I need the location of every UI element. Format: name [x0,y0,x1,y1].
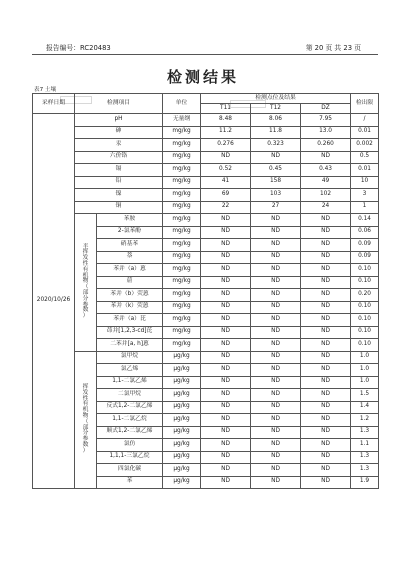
result-t12: 11.8 [251,126,301,139]
item-name: 苯并（b）荧蒽 [97,289,163,302]
result-dz: ND [301,351,351,364]
result-t11: ND [201,276,251,289]
result-t12: 0.323 [251,139,301,152]
result-dz: ND [301,326,351,339]
detection-limit: 1.2 [351,414,379,427]
item-name: 1,1-二氯乙烯 [97,376,163,389]
item-name: 1,1,1-三氯乙烷 [97,451,163,464]
item-name: 镍 [75,189,163,202]
unit-cell: μg/kg [163,401,201,414]
group-label-char: 参 [82,436,89,443]
col-point-t11: T11 [201,104,251,114]
item-name: 砷 [75,126,163,139]
table-row [33,176,379,189]
result-dz: ND [301,214,351,227]
result-dz: ND [301,364,351,377]
detection-limit: 0.5 [351,151,379,164]
result-t11: 11.2 [201,126,251,139]
group-label-char: 半 [82,243,89,250]
unit-cell: mg/kg [163,139,201,152]
result-dz: 24 [301,201,351,214]
group-label [75,214,97,352]
result-dz: ND [301,451,351,464]
result-dz: ND [301,301,351,314]
item-name: 茚并[1,2,3-cd]芘 [97,326,163,339]
result-dz: 0.43 [301,164,351,177]
unit-cell: mg/kg [163,264,201,277]
group-label-char: 部 [82,289,89,296]
detection-limit: 0.14 [351,214,379,227]
result-t11: ND [201,364,251,377]
results-table [32,93,379,489]
group-label-char: 分 [82,430,89,437]
result-t11: ND [201,389,251,402]
group-label-char: 部 [82,424,89,431]
result-dz: 49 [301,176,351,189]
unit-cell: μg/kg [163,364,201,377]
result-t12: ND [251,239,301,252]
item-name: 六价铬 [75,151,163,164]
result-t11: ND [201,226,251,239]
group-label-char: 参 [82,301,89,308]
group-label-char: （ [82,418,89,425]
result-t12: 27 [251,201,301,214]
result-dz: ND [301,439,351,452]
detection-limit: 0.09 [351,251,379,264]
group-label-char: 数 [82,441,89,448]
unit-cell: μg/kg [163,451,201,464]
result-t11: ND [201,326,251,339]
result-t11: ND [201,151,251,164]
result-dz: ND [301,464,351,477]
result-t12: ND [251,376,301,389]
unit-cell: mg/kg [163,251,201,264]
result-t11: ND [201,214,251,227]
result-t12: ND [251,451,301,464]
group-label-char: 发 [82,255,89,262]
detection-limit: 0.01 [351,126,379,139]
item-name: pH [75,114,163,127]
item-name: 二氯甲烷 [97,389,163,402]
result-dz: ND [301,426,351,439]
table-row [33,189,379,202]
group-label-char: 挥 [82,383,89,390]
unit-cell: μg/kg [163,476,201,489]
unit-cell: μg/kg [163,376,201,389]
result-t12: ND [251,276,301,289]
result-dz: ND [301,389,351,402]
result-t12: ND [251,326,301,339]
col-point-t12: T12 [251,104,301,114]
detection-limit: 1.4 [351,401,379,414]
unit-cell: mg/kg [163,226,201,239]
unit-cell: μg/kg [163,389,201,402]
table-row [33,139,379,152]
result-dz: ND [301,339,351,352]
result-dz: ND [301,414,351,427]
group-label-char: 发 [82,389,89,396]
unit-cell: mg/kg [163,214,201,227]
document-title: 检测结果 [166,68,239,86]
unit-cell: μg/kg [163,414,201,427]
group-label-char: 物 [82,412,89,419]
table-row [33,351,379,364]
sample-date-cell: 2020/10/26 [33,114,75,489]
unit-cell: mg/kg [163,289,201,302]
detection-limit: 0.10 [351,301,379,314]
item-name: 反式1,2-二氯乙烯 [97,401,163,414]
unit-cell: μg/kg [163,439,201,452]
result-t12: ND [251,339,301,352]
group-label-char: 性 [82,260,89,267]
item-name: 镉 [75,164,163,177]
table-row [33,114,379,127]
result-t11: ND [201,426,251,439]
result-t11: 22 [201,201,251,214]
result-t11: ND [201,251,251,264]
result-t12: ND [251,401,301,414]
result-t12: ND [251,414,301,427]
result-t12: ND [251,364,301,377]
result-dz: ND [301,314,351,327]
result-dz: ND [301,264,351,277]
result-t11: ND [201,264,251,277]
result-t12: ND [251,214,301,227]
item-name: 苯并（a）蒽 [97,264,163,277]
result-t11: ND [201,289,251,302]
result-t11: ND [201,401,251,414]
result-dz: ND [301,239,351,252]
detection-limit: 1.3 [351,464,379,477]
result-t12: ND [251,301,301,314]
page-info: 第 20 页 共 23 页 [305,44,361,52]
result-t12: ND [251,476,301,489]
result-t11: ND [201,414,251,427]
unit-cell: μg/kg [163,464,201,477]
report-number: 报告编号：RC20483 [46,44,111,52]
detection-limit: 0.10 [351,314,379,327]
group-label-char: 机 [82,407,89,414]
result-dz: ND [301,276,351,289]
result-t12: 8.06 [251,114,301,127]
detection-limit: 0.10 [351,339,379,352]
detection-limit: 3 [351,189,379,202]
unit-cell: mg/kg [163,314,201,327]
unit-cell: mg/kg [163,301,201,314]
result-t12: ND [251,251,301,264]
result-t12: ND [251,264,301,277]
table-row [33,126,379,139]
detection-limit: 1.3 [351,451,379,464]
item-name: 氯甲烷 [97,351,163,364]
table-row [33,151,379,164]
item-name: 硝基苯 [97,239,163,252]
group-label-char: 数 [82,307,89,314]
item-name: 2-氯苯酚 [97,226,163,239]
result-t11: ND [201,301,251,314]
result-t12: ND [251,426,301,439]
group-label-char: 有 [82,266,89,273]
result-t11: ND [201,439,251,452]
item-name: 苯并（a）芘 [97,314,163,327]
result-t11: ND [201,239,251,252]
result-t12: 158 [251,176,301,189]
group-label-char: ） [82,447,89,454]
result-dz: ND [301,226,351,239]
col-unit: 单位 [163,94,201,114]
detection-limit: 0.10 [351,326,379,339]
result-dz: ND [301,151,351,164]
result-dz: 13.0 [301,126,351,139]
item-name: 汞 [75,139,163,152]
detection-limit: 0.002 [351,139,379,152]
item-name: 1,1-二氯乙烷 [97,414,163,427]
result-dz: ND [301,376,351,389]
unit-cell: mg/kg [163,189,201,202]
result-dz: ND [301,476,351,489]
header-divider [32,54,378,55]
result-t12: ND [251,389,301,402]
group-label-char: （ [82,284,89,291]
result-dz: ND [301,289,351,302]
result-t11: ND [201,339,251,352]
item-name: 䓛 [97,276,163,289]
item-name: 铅 [75,176,163,189]
result-t12: 0.45 [251,164,301,177]
item-name: 苯胺 [97,214,163,227]
group-label-char: 性 [82,395,89,402]
result-t12: ND [251,464,301,477]
result-dz: 7.95 [301,114,351,127]
col-item: 检测项目 [75,94,163,114]
result-t11: 69 [201,189,251,202]
col-point-dz: DZ [301,104,351,114]
detection-limit: 0.10 [351,264,379,277]
group-label-char: ） [82,313,89,320]
result-t12: ND [251,226,301,239]
detection-limit: 0.01 [351,164,379,177]
table-row [33,164,379,177]
item-name: 二苯并[a, h]蒽 [97,339,163,352]
result-t12: ND [251,151,301,164]
result-t11: ND [201,314,251,327]
result-t11: ND [201,376,251,389]
result-t11: ND [201,451,251,464]
unit-cell: μg/kg [163,426,201,439]
group-label-char: 物 [82,278,89,285]
result-t11: 41 [201,176,251,189]
group-label-char: 分 [82,295,89,302]
result-t11: 8.48 [201,114,251,127]
detection-limit: 0.20 [351,289,379,302]
unit-cell: mg/kg [163,276,201,289]
result-dz: ND [301,401,351,414]
detection-limit: 1.9 [351,476,379,489]
item-name: 四氯化碳 [97,464,163,477]
col-date: 采样日期 [33,94,75,114]
result-t12: 103 [251,189,301,202]
unit-cell: mg/kg [163,201,201,214]
unit-cell: mg/kg [163,164,201,177]
group-label-char: 机 [82,272,89,279]
detection-limit: 1 [351,201,379,214]
detection-limit: 1.3 [351,426,379,439]
result-t11: ND [201,476,251,489]
detection-limit: 0.09 [351,239,379,252]
detection-limit: 1.0 [351,351,379,364]
table-row [33,214,379,227]
result-dz: 0.260 [301,139,351,152]
unit-cell: mg/kg [163,151,201,164]
result-t11: ND [201,351,251,364]
group-label [75,351,97,489]
item-name: 苯并（k）荧蒽 [97,301,163,314]
detection-limit: 10 [351,176,379,189]
item-name: 顺式1,2-二氯乙烯 [97,426,163,439]
result-t12: ND [251,314,301,327]
detection-limit: 0.06 [351,226,379,239]
unit-cell: 无量纲 [163,114,201,127]
result-t12: ND [251,289,301,302]
item-name: 铜 [75,201,163,214]
detection-limit: 1.0 [351,376,379,389]
unit-cell: mg/kg [163,126,201,139]
table-row [33,201,379,214]
result-dz: ND [301,251,351,264]
result-dz: 102 [301,189,351,202]
detection-limit: 1.1 [351,439,379,452]
detection-limit: 0.10 [351,276,379,289]
item-name: 氯仿 [97,439,163,452]
detection-limit: 1.5 [351,389,379,402]
item-name: 萘 [97,251,163,264]
group-label-char: 挥 [82,249,89,256]
unit-cell: mg/kg [163,326,201,339]
item-name: 氯乙烯 [97,364,163,377]
unit-cell: mg/kg [163,176,201,189]
unit-cell: μg/kg [163,351,201,364]
detection-limit: / [351,114,379,127]
group-label-char: 有 [82,401,89,408]
unit-cell: mg/kg [163,239,201,252]
col-results: 检测点位及结果 [201,94,351,104]
result-t12: ND [251,439,301,452]
result-t11: 0.52 [201,164,251,177]
result-t11: ND [201,464,251,477]
result-t12: ND [251,351,301,364]
col-limit: 检出限 [351,94,379,114]
unit-cell: mg/kg [163,339,201,352]
result-t11: 0.276 [201,139,251,152]
detection-limit: 1.0 [351,364,379,377]
header-row-1 [33,94,379,104]
item-name: 苯 [97,476,163,489]
table-label: 表7 土壤 [34,87,57,93]
